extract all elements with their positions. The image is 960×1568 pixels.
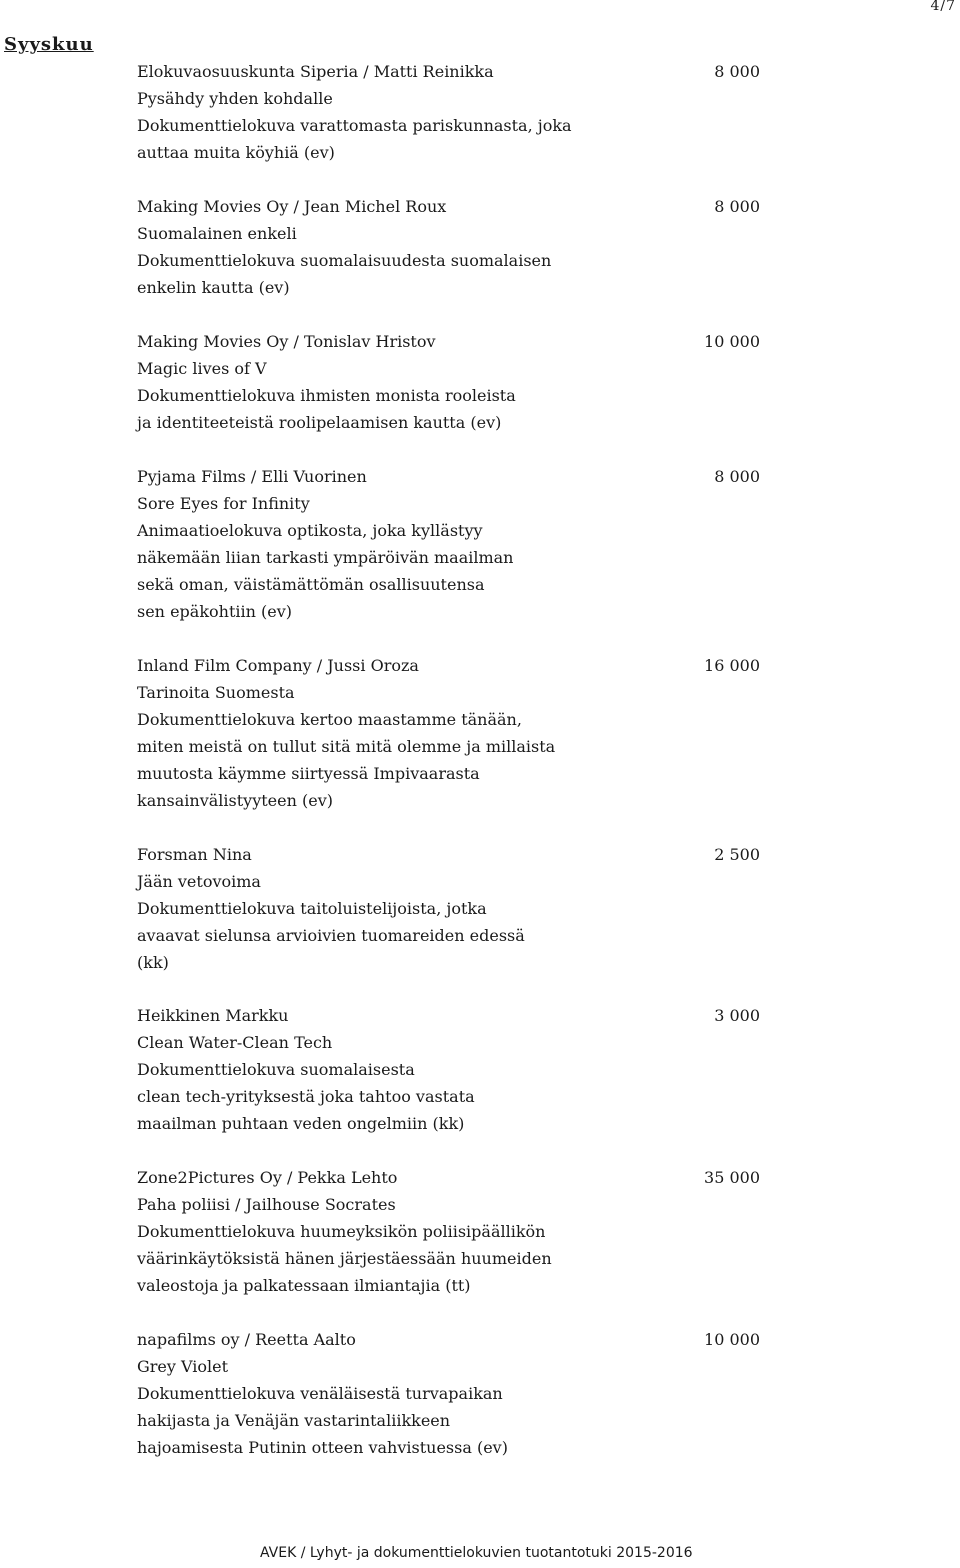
description-line: hajoamisesta Putinin otteen vahvistuessa (ev) <box>137 1438 508 1457</box>
grant-amount: 35 000 <box>704 1168 760 1187</box>
applicant: Zone2Pictures Oy / Pekka Lehto <box>137 1168 398 1187</box>
description-line: valeostoja ja palkatessaan ilmiantajia (tt) <box>137 1276 471 1295</box>
applicant: Heikkinen Markku <box>137 1006 289 1025</box>
description-line: Dokumenttielokuva taitoluistelijoista, jotka <box>137 899 487 918</box>
description-line: sekä oman, väistämättömän osallisuutensa <box>137 575 485 594</box>
grant-entry <box>137 652 760 814</box>
grant-entry <box>137 58 760 166</box>
description-line: Dokumenttielokuva varattomasta pariskunnasta, joka <box>137 116 572 135</box>
description-line: Dokumenttielokuva suomalaisuudesta suomalaisen <box>137 251 552 270</box>
grant-amount: 10 000 <box>704 332 760 351</box>
film-title: Magic lives of V <box>137 359 267 378</box>
applicant: Elokuvaosuuskunta Siperia / Matti Reinikka <box>137 62 494 81</box>
description-line: ja identiteeteistä roolipelaamisen kautta (ev) <box>137 413 502 432</box>
applicant: Making Movies Oy / Tonislav Hristov <box>137 332 436 351</box>
page-footer: AVEK / Lyhyt- ja dokumenttielokuvien tuotantotuki 2015-2016 <box>260 1545 693 1561</box>
grant-entry <box>137 1002 760 1137</box>
grant-entry <box>137 841 760 976</box>
description-line: väärinkäytöksistä hänen järjestäessään huumeiden <box>137 1249 552 1268</box>
film-title: Grey Violet <box>137 1357 229 1376</box>
description-line: auttaa muita köyhiä (ev) <box>137 143 335 162</box>
description-line: Animaatioelokuva optikosta, joka kyllästyy <box>137 521 483 540</box>
film-title: Clean Water-Clean Tech <box>137 1033 333 1052</box>
film-title: Tarinoita Suomesta <box>137 683 295 702</box>
film-title: Sore Eyes for Infinity <box>137 494 310 513</box>
description-line: näkemään liian tarkasti ympäröivän maailman <box>137 548 514 567</box>
applicant: Inland Film Company / Jussi Oroza <box>137 656 419 675</box>
description-line: kansainvälistyyteen (ev) <box>137 791 333 810</box>
grant-amount: 16 000 <box>704 656 760 675</box>
film-title: Paha poliisi / Jailhouse Socrates <box>137 1195 396 1214</box>
grant-amount: 8 000 <box>714 197 760 216</box>
grant-entry <box>137 193 760 301</box>
description-line: muutosta käymme siirtyessä Impivaarasta <box>137 764 480 783</box>
description-line: maailman puhtaan veden ongelmiin (kk) <box>137 1114 465 1133</box>
grant-amount: 3 000 <box>714 1006 760 1025</box>
description-line: sen epäkohtiin (ev) <box>137 602 292 621</box>
applicant: Making Movies Oy / Jean Michel Roux <box>137 197 447 216</box>
film-title: Pysähdy yhden kohdalle <box>137 89 333 108</box>
grant-amount: 10 000 <box>704 1330 760 1349</box>
description-line: clean tech-yrityksestä joka tahtoo vastata <box>137 1087 475 1106</box>
description-line: miten meistä on tullut sitä mitä olemme ja millaista <box>137 737 556 756</box>
film-title: Jään vetovoima <box>137 872 261 891</box>
description-line: Dokumenttielokuva huumeyksikön poliisipäällikön <box>137 1222 546 1241</box>
grant-amount: 8 000 <box>714 467 760 486</box>
page-number: 4/7 <box>930 0 956 14</box>
description-line: (kk) <box>137 953 169 972</box>
description-line: Dokumenttielokuva kertoo maastamme tänään, <box>137 710 522 729</box>
applicant: Pyjama Films / Elli Vuorinen <box>137 467 367 486</box>
description-line: enkelin kautta (ev) <box>137 278 290 297</box>
grant-entry <box>137 1326 760 1461</box>
film-title: Suomalainen enkeli <box>137 224 297 243</box>
month-heading: Syyskuu <box>4 34 94 55</box>
description-line: Dokumenttielokuva venäläisestä turvapaikan <box>137 1384 503 1403</box>
grant-amount: 2 500 <box>714 845 760 864</box>
applicant: napafilms oy / Reetta Aalto <box>137 1330 356 1349</box>
applicant: Forsman Nina <box>137 845 252 864</box>
grant-amount: 8 000 <box>714 62 760 81</box>
grant-entry <box>137 328 760 436</box>
description-line: Dokumenttielokuva suomalaisesta <box>137 1060 415 1079</box>
description-line: avaavat sielunsa arvioivien tuomareiden edessä <box>137 926 525 945</box>
grant-entry <box>137 463 760 625</box>
grant-entry <box>137 1164 760 1299</box>
description-line: Dokumenttielokuva ihmisten monista rooleista <box>137 386 516 405</box>
description-line: hakijasta ja Venäjän vastarintaliikkeen <box>137 1411 451 1430</box>
